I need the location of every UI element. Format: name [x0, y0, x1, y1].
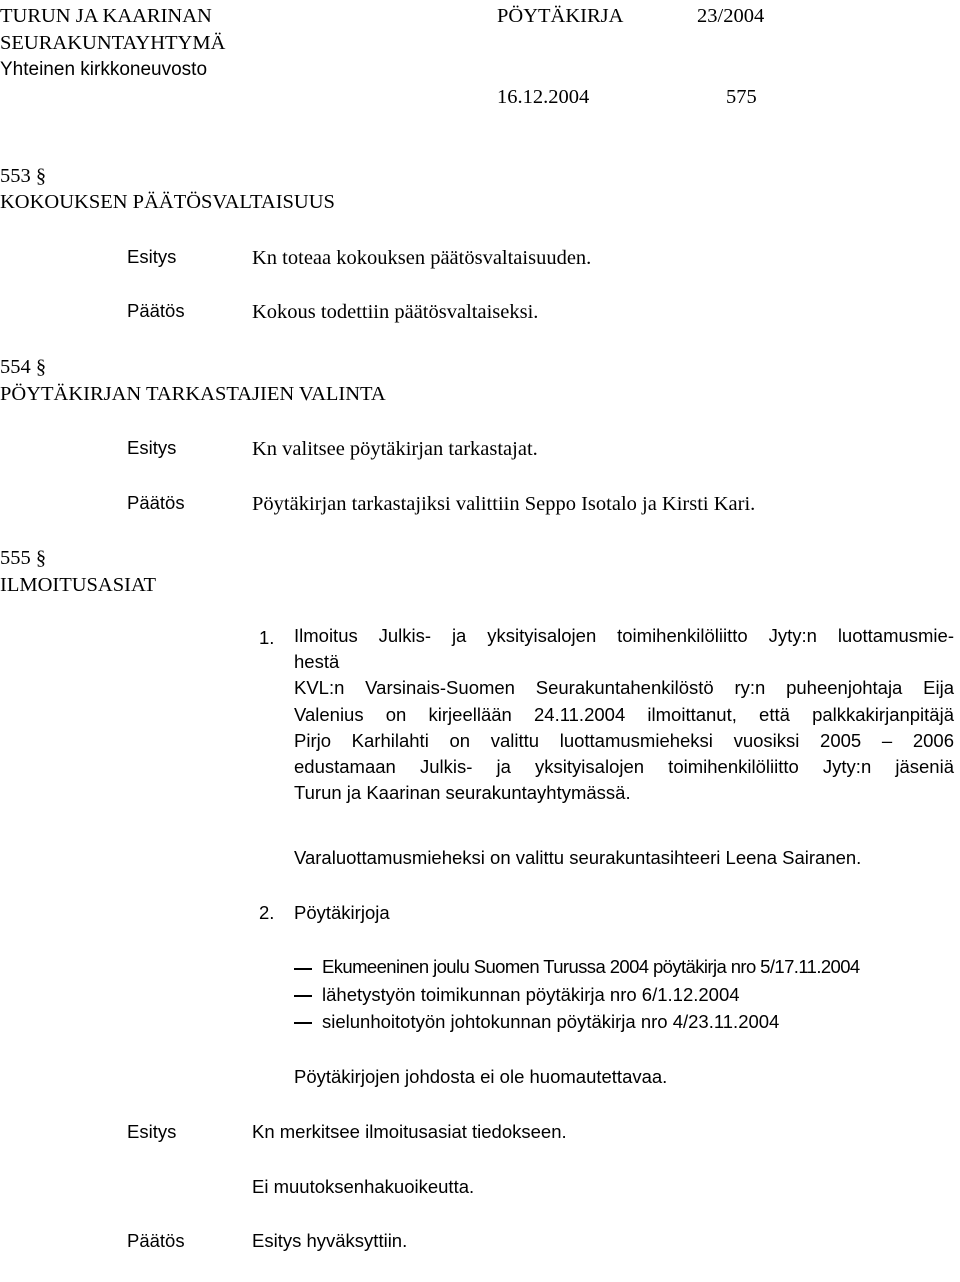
- section-555-number: 555: [0, 547, 31, 569]
- item-1-line: Pirjo Karhilahti on valittu luottamusmieheksi vuosiksi 2005 – 2006: [294, 729, 954, 751]
- dash-bullet-icon: [294, 968, 312, 970]
- header-org-line1: TURUN JA KAARINAN: [0, 5, 212, 27]
- item-1-line: edustamaan Julkis- ja yksityisalojen toimihenkilöliitto Jyty:n jäseniä: [294, 755, 954, 777]
- header-doc-type: PÖYTÄKIRJA: [497, 5, 624, 27]
- section-553-paatos-text: Kokous todettiin päätösvaltaiseksi.: [252, 301, 539, 323]
- section-554-paatos-text: Pöytäkirjan tarkastajiksi valittiin Seppo Isotalo ja Kirsti Kari.: [252, 493, 756, 515]
- section-555-title: ILMOITUSASIAT: [0, 574, 157, 596]
- item-2-list-item: sielunhoitotyön johtokunnan pöytäkirja nro 4/23.11.2004: [322, 1011, 780, 1032]
- section-554-esitys-text: Kn valitsee pöytäkirjan tarkastajat.: [252, 438, 538, 460]
- section-553-heading: [0, 166, 46, 187]
- section-553-paatos-label: Päätös: [127, 300, 185, 321]
- section-555-paatos-label: Päätös: [127, 1230, 185, 1251]
- item-1-line: Turun ja Kaarinan seurakuntayhtymässä.: [294, 782, 631, 804]
- dash-bullet-icon: [294, 1022, 312, 1024]
- section-sign-icon: §: [35, 165, 47, 187]
- section-sign-icon: §: [35, 547, 47, 569]
- section-555-esitys-text: Kn merkitsee ilmoitusasiat tiedokseen.: [252, 1121, 567, 1142]
- section-554-title: PÖYTÄKIRJAN TARKASTAJIEN VALINTA: [0, 383, 386, 405]
- section-553-esitys-label: Esitys: [127, 246, 177, 267]
- item-2-note: Pöytäkirjojen johdosta ei ole huomautettavaa.: [294, 1066, 668, 1087]
- item-1-body: [294, 623, 954, 806]
- item-1-line: hestä: [294, 651, 340, 673]
- section-553-number: 553: [0, 165, 31, 187]
- section-554-number: 554: [0, 356, 31, 378]
- item-1-number: 1.: [259, 627, 275, 648]
- item-1-line: Ilmoitus Julkis- ja yksityisalojen toimihenkilöliitto Jyty:n luottamusmie-: [294, 625, 954, 646]
- item-1-line: KVL:n Varsinais-Suomen Seurakuntahenkilöstö ry:n puheenjohtaja Eija: [294, 677, 954, 699]
- section-554-esitys-label: Esitys: [127, 437, 177, 458]
- header-date: 16.12.2004: [497, 86, 590, 108]
- item-1-line: Valenius on kirjeellään 24.11.2004 ilmoittanut, että palkkakirjanpitäjä: [294, 703, 954, 725]
- item-1-extra: Varaluottamusmieheksi on valittu seurakuntasihteeri Leena Sairanen.: [294, 847, 862, 868]
- item-2-number: 2.: [259, 902, 275, 923]
- section-555-heading: [0, 548, 46, 569]
- section-553-title: KOKOUKSEN PÄÄTÖSVALTAISUUS: [0, 191, 335, 213]
- header-org-line2: SEURAKUNTAYHTYMÄ: [0, 32, 226, 54]
- section-555-paatos-text: Esitys hyväksyttiin.: [252, 1230, 408, 1251]
- header-doc-number: 23/2004: [697, 5, 765, 27]
- header-body-name: Yhteinen kirkkoneuvosto: [0, 59, 208, 80]
- section-554-paatos-label: Päätös: [127, 492, 185, 513]
- item-2-list-item: Ekumeeninen joulu Suomen Turussa 2004 pöytäkirja nro 5/17.11.2004: [322, 956, 860, 977]
- section-553-esitys-text: Kn toteaa kokouksen päätösvaltaisuuden.: [252, 247, 592, 269]
- dash-bullet-icon: [294, 995, 312, 997]
- item-2-list-item: lähetystyön toimikunnan pöytäkirja nro 6/1.12.2004: [322, 984, 740, 1005]
- header-page-number: 575: [726, 86, 757, 108]
- section-554-heading: [0, 357, 46, 378]
- section-555-esitys-text2: Ei muutoksenhakuoikeutta.: [252, 1176, 475, 1197]
- section-555-esitys-label: Esitys: [127, 1121, 177, 1142]
- section-sign-icon: §: [35, 356, 47, 378]
- item-2-title: Pöytäkirjoja: [294, 902, 390, 923]
